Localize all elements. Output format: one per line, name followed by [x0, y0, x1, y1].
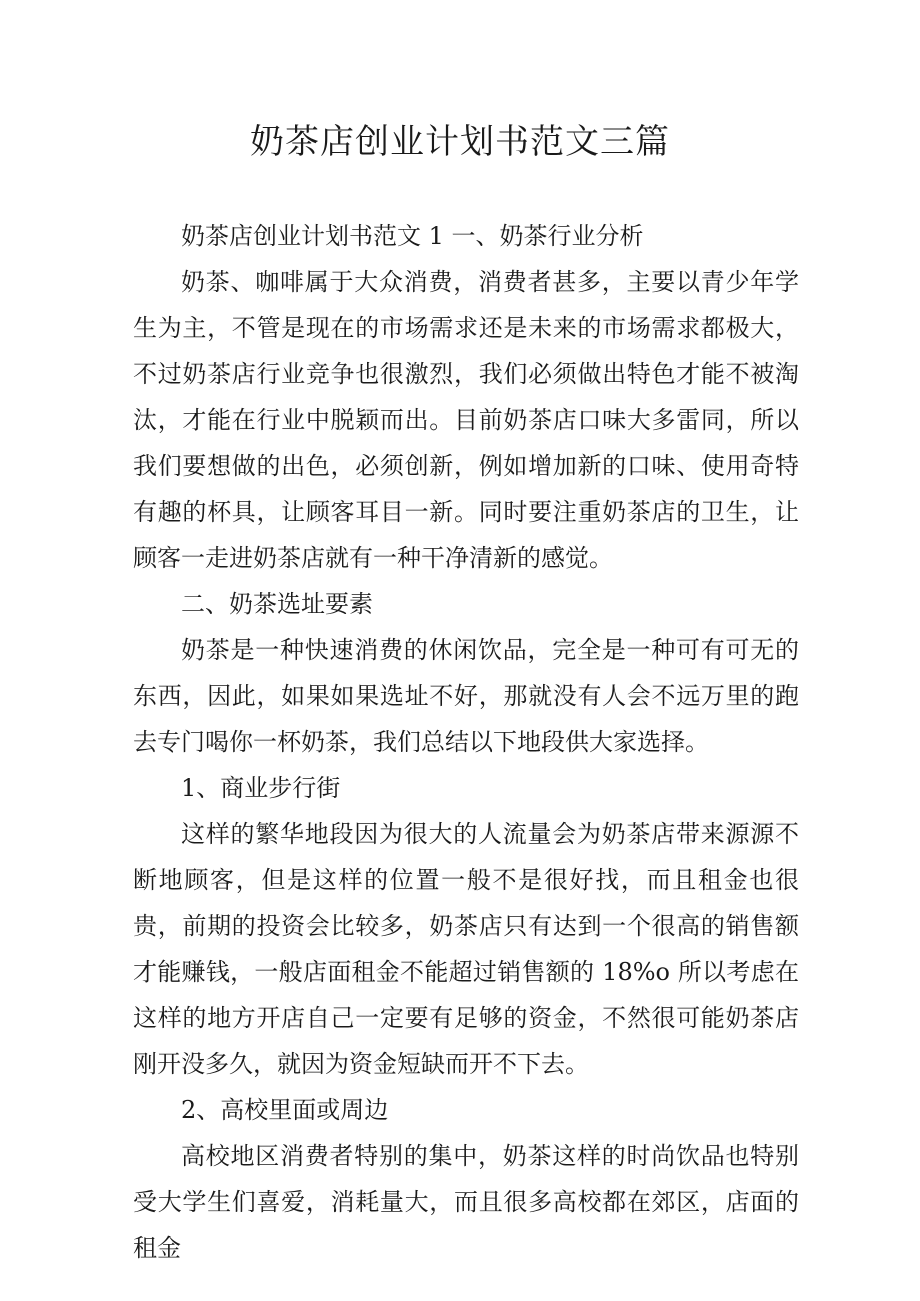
document-title: 奶茶店创业计划书范文三篇: [250, 122, 670, 162]
subheading-university: 2、高校里面或周边: [181, 1096, 389, 1124]
section-heading-location: 二、奶茶选址要素: [181, 590, 373, 618]
section-heading-intro: 奶茶店创业计划书范文 1 一、奶茶行业分析: [181, 222, 644, 250]
subheading-commercial-street: 1、商业步行街: [181, 774, 341, 802]
paragraph-location-intro: 奶茶是一种快速消费的休闲饮品，完全是一种可有可无的东西，因此，如果如果选址不好，那就没有人会不远万里的跑去专门喝你一杯奶茶，我们总结以下地段供大家选择。: [133, 636, 799, 756]
paragraph-commercial-street: 这样的繁华地段因为很大的人流量会为奶茶店带来源源不断地顾客，但是这样的位置一般不是很好找，而且租金也很贵，前期的投资会比较多，奶茶店只有达到一个很高的销售额才能赚钱，一般店面租金不能超过销售额的 18%o 所以考虑在这样的地方开店自己一定要有足够的资金，不然很可能奶茶店刚开没多久，就因为资金短缺而开不下去。: [133, 820, 799, 1078]
paragraph-university: 高校地区消费者特别的集中，奶茶这样的时尚饮品也特别受大学生们喜爱，消耗量大，而且很多高校都在郊区，店面的租金: [133, 1142, 799, 1262]
paragraph-industry-analysis: 奶茶、咖啡属于大众消费，消费者甚多，主要以青少年学生为主，不管是现在的市场需求还是未来的市场需求都极大，不过奶茶店行业竞争也很激烈，我们必须做出特色才能不被淘汰，才能在行业中脱颖而出。目前奶茶店口味大多雷同，所以我们要想做的出色，必须创新，例如增加新的口味、使用奇特有趣的杯具，让顾客耳目一新。同时要注重奶茶店的卫生，让顾客一走进奶茶店就有一种干净清新的感觉。: [133, 268, 799, 572]
document-body: [133, 213, 799, 1271]
